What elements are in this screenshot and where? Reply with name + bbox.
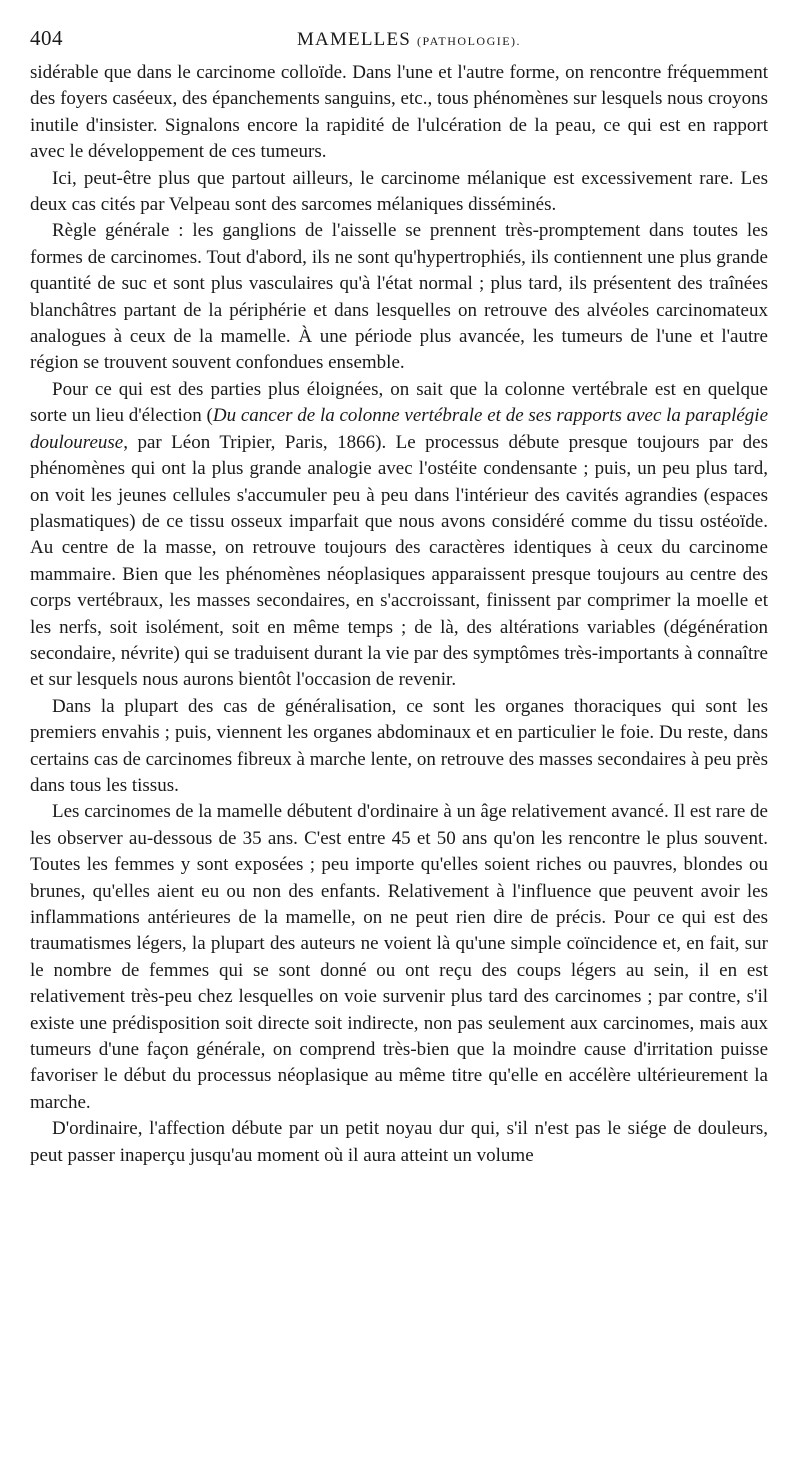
book-page <box>30 26 768 1169</box>
paragraph-1: sidérable que dans le carcinome colloïde. Dans l'une et l'autre forme, on rencontre fréquemment des foyers caséeux, des épanchements sanguins, etc., tous phénomènes sur lesquels nous croyons inutile d'insister. Signalons encore la rapidité de l'ulcération de la peau, ce qui est en rapport avec le développement de ces tumeurs. <box>30 62 768 163</box>
paragraph-4 <box>30 377 768 694</box>
paragraph-5: Dans la plupart des cas de généralisation, ce sont les organes thoraciques qui sont les premiers envahis ; puis, viennent les organes abdominaux et en particulier le foie. Du reste, dans certains cas de carcinomes fibreux à marche lente, on retrouve des masses secondaires à peu près dans tous les tissus. <box>30 695 768 796</box>
page-number: 404 <box>30 26 63 50</box>
body-text <box>30 60 768 1169</box>
running-head <box>150 29 768 51</box>
running-head-title: MAMELLES <box>296 29 412 50</box>
paragraph-3: Règle générale : les ganglions de l'aisselle se prennent très-promptement dans toutes les formes de carcinomes. Tout d'abord, ils ne sont qu'hypertrophiés, ils contiennent une plus grande quantité de suc et sont plus vasculaires qu'à l'état normal ; plus tard, ils présentent des traînées blanchâtres partant de la périphérie et dans lesquelles on retrouve des alvéoles carcinomateux analogues à ceux de la mamelle. À une période plus avancée, les tumeurs de l'une et l'autre région se trouvent souvent confondues ensemble. <box>30 220 768 374</box>
page-header <box>30 26 768 60</box>
paragraph-4-text-before: Pour ce qui est des parties plus éloignées, on sait que la colonne vertébrale est en quelque sorte un lieu d'élection ( <box>30 378 768 427</box>
paragraph-7: D'ordinaire, l'affection débute par un petit noyau dur qui, s'il n'est pas le siége de douleurs, peut passer inaperçu jusqu'au moment où il aura atteint un volume <box>30 1118 768 1166</box>
running-head-subtitle: (PATHOLOGIE). <box>417 34 522 48</box>
paragraph-6: Les carcinomes de la mamelle débutent d'ordinaire à un âge relativement avancé. Il est rare de les observer au-dessous de 35 ans. C'est entre 45 et 50 ans qu'on les rencontre le plus souvent. Toutes les femmes y sont exposées ; peu importe qu'elles soient riches ou pauvres, blondes ou brunes, qu'elles aient eu ou non des enfants. Relativement à l'influence que peuvent avoir les inflammations antérieures de la mamelle, on ne peut rien dire de précis. Pour ce qui est des traumatismes légers, la plupart des auteurs ne voient là qu'une simple coïncidence et, en fait, sur le nombre de femmes qui se sont donné ou ont reçu des coups légers au sein, il en est relativement très-peu chez lesquelles on voie survenir plus tard des carcinomes ; par contre, s'il existe une prédisposition soit directe soit indirecte, non pas seulement aux carcinomes, mais aux tumeurs d'une façon générale, on comprend très-bien que la moindre cause d'irritation puisse favoriser le début du processus néoplasique au même titre qu'elle en accélère ultérieurement la marche. <box>30 801 768 1113</box>
paragraph-2: Ici, peut-être plus que partout ailleurs, le carcinome mélanique est excessivement rare. Les deux cas cités par Velpeau sont des sarcomes mélaniques disséminés. <box>30 167 768 216</box>
paragraph-4-text-after: , par Léon Tripier, Paris, 1866). Le processus débute presque toujours par des phénomènes qui ont la plus grande analogie avec l'ostéite condensante ; puis, un peu plus tard, on voit les jeunes cellules s'accumuler peu à peu dans l'intérieur des cavités agrandies (espaces plasmatiques) de ce tissu osseux imparfait que nous avons considéré comme du tissu ostéoïde. Au centre de la masse, on retrouve toujours des caractères identiques à ceux du carcinome mammaire. Bien que les phénomènes néoplasiques apparaissent presque toujours au centre des corps vertébraux, les masses secondaires, en s'accroissant, finissent par comprimer la moelle et les nerfs, soit isolément, soit en même temps ; de là, des altérations variables (dégénération secondaire, névrite) qui se traduisent durant la vie par des symptômes très-importants à connaître et sur lesquels nous aurons bientôt l'occasion de revenir. <box>30 431 768 691</box>
paragraph-4-cited-title: Du cancer de la colonne vertébrale et de ses rapports avec la paraplégie douloureuse <box>30 405 768 453</box>
